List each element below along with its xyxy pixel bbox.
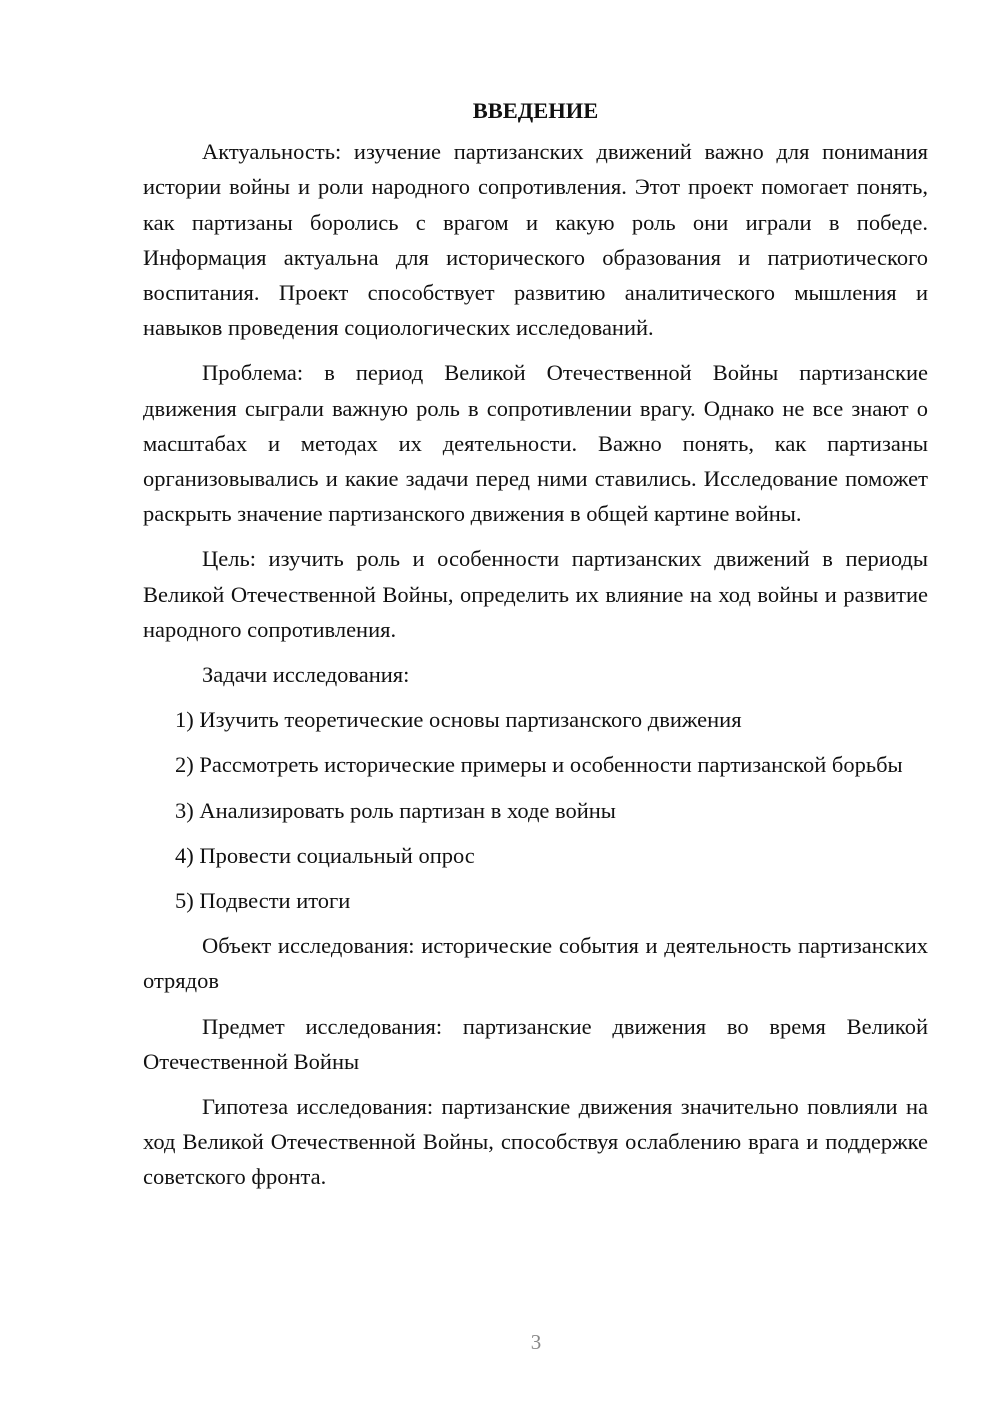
tasks-heading: Задачи исследования: bbox=[202, 662, 410, 688]
task-item: 5) Подвести итоги bbox=[175, 888, 351, 914]
goal-paragraph: Цель: изучить роль и особенности партизанских движений в периоды Великой Отечественной Войны, определить их влияние на ход войны и развитие народного сопротивления. bbox=[143, 546, 928, 642]
task-item: 1) Изучить теоретические основы партизанского движения bbox=[175, 707, 742, 733]
problem-paragraph: Проблема: в период Великой Отечественной Войны партизанские движения сыграли важную роль в сопротивлении врагу. Однако не все знают о масштабах и методах их деятельности. Важно понять, как партизаны организовывались и какие задачи перед ними ставились. Исследование поможет раскрыть значение партизанского движения в общей картине войны. bbox=[143, 360, 928, 527]
task-item: 2) Рассмотреть исторические примеры и особенности партизанской борьбы bbox=[175, 752, 903, 778]
task-item: 3) Анализировать роль партизан в ходе войны bbox=[175, 797, 616, 823]
page-number: 3 bbox=[530, 1330, 542, 1354]
hypothesis-paragraph: Гипотеза исследования: партизанские движения значительно повлияли на ход Великой Отечественной Войны, способствуя ослаблению врага и поддержке советского фронта. bbox=[143, 1094, 928, 1190]
subject-paragraph: Предмет исследования: партизанские движения во время Великой Отечественной Войны bbox=[143, 1013, 928, 1074]
section-title: ВВЕДЕНИЕ bbox=[472, 98, 599, 123]
task-item: 4) Провести социальный опрос bbox=[175, 842, 475, 868]
object-paragraph: Объект исследования: исторические события и деятельность партизанских отрядов bbox=[143, 933, 928, 994]
relevance-paragraph: Актуальность: изучение партизанских движений важно для понимания истории войны и роли народного сопротивления. Этот проект помогает понять, как партизаны боролись с врагом и какую роль они играли в победе. Информация актуальна для исторического образования и патриотического воспитания. Проект способствует развитию аналитического мышления и навыков проведения социологических исследований. bbox=[143, 139, 928, 341]
page-content bbox=[143, 93, 928, 1205]
